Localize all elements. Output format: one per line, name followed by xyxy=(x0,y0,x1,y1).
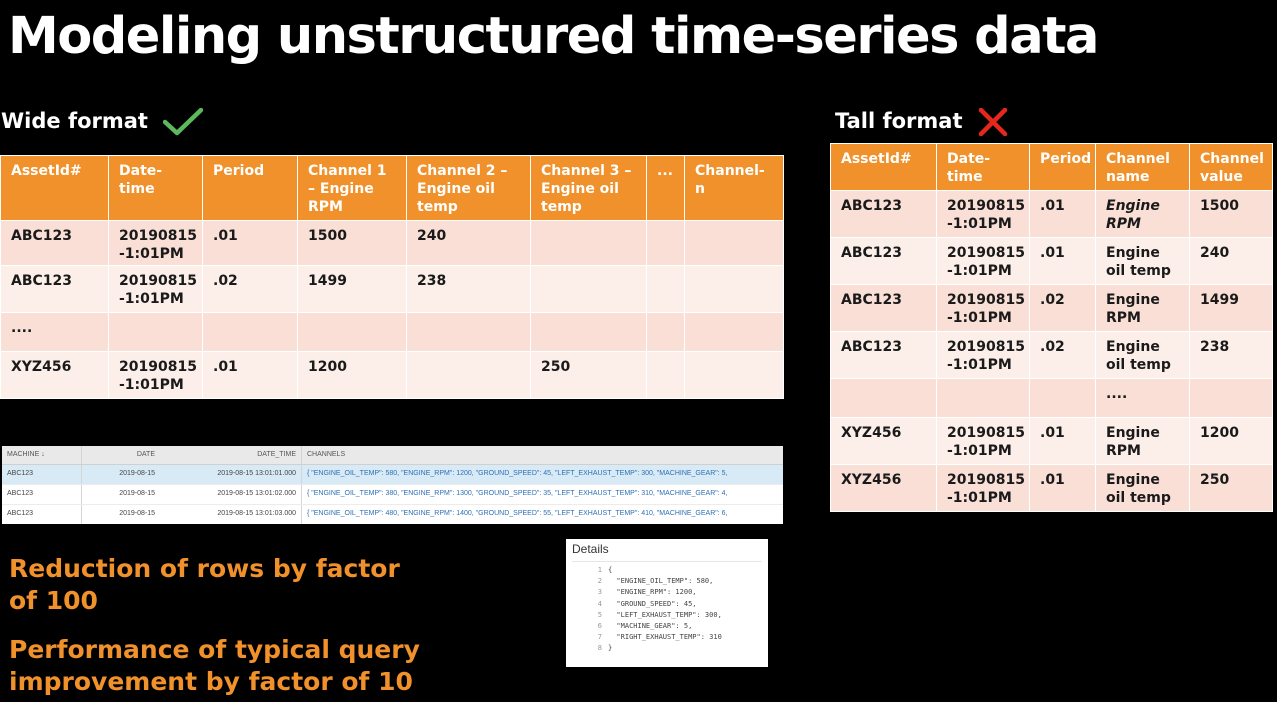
details-title: Details xyxy=(572,542,609,556)
tall-col-channel-name: Channel name xyxy=(1096,144,1190,191)
table-cell xyxy=(937,379,1030,418)
code-line xyxy=(572,610,762,621)
table-row xyxy=(1,221,784,266)
code-text: "ENGINE_RPM": 1200, xyxy=(608,588,697,597)
wide-header-row xyxy=(1,156,784,221)
table-cell: 240 xyxy=(1190,238,1273,285)
table-cell: 238 xyxy=(1190,332,1273,379)
table-cell: Engine oil temp xyxy=(1096,332,1190,379)
table-cell: .01 xyxy=(1030,191,1096,238)
table-row xyxy=(831,238,1273,285)
line-number: 2 xyxy=(597,577,602,586)
table-cell xyxy=(109,313,203,352)
table-cell: 20190815 -1:01PM xyxy=(937,332,1030,379)
table-row xyxy=(831,418,1273,465)
code-line xyxy=(572,643,762,654)
tall-format-label: Tall format xyxy=(835,109,963,133)
tall-header-row xyxy=(831,144,1273,191)
table-cell xyxy=(685,352,784,399)
slide-title: Modeling unstructured time-series data xyxy=(8,7,1098,66)
table-cell xyxy=(531,221,647,266)
grid-cell: 2019-08-15 xyxy=(119,470,155,477)
table-cell xyxy=(685,266,784,313)
grid-cell: 2019-08-15 13:01:03.000 xyxy=(160,505,302,524)
grid-cell: 2019-08-15 13:01:01.000 xyxy=(160,465,302,484)
code-text: "LEFT_EXHAUST_TEMP": 300, xyxy=(608,610,722,619)
table-cell xyxy=(203,313,298,352)
grid-cell: ABC123 xyxy=(2,465,82,484)
grid-cell[interactable]: { "ENGINE_OIL_TEMP": 580, "ENGINE_RPM": 1200, "GROUND_SPEED": 45, "LEFT_EXHAUST_TEMP": 300, "MACHINE_GEAR": 5, xyxy=(307,470,728,477)
grid-cell[interactable]: { "ENGINE_OIL_TEMP": 480, "ENGINE_RPM": 1400, "GROUND_SPEED": 55, "LEFT_EXHAUST_TEMP": 410, "MACHINE_GEAR": 6, xyxy=(307,510,728,517)
wide-col-channel-3: Channel 3 – Engine oil temp xyxy=(531,156,647,221)
table-cell: 20190815 -1:01PM xyxy=(937,418,1030,465)
note-row-reduction: Reduction of rows by factor of 100 xyxy=(9,554,400,615)
tall-col-datetime: Date-time xyxy=(937,144,1030,191)
checkmark-icon xyxy=(163,108,203,136)
line-number: 5 xyxy=(597,610,602,619)
grid-col-channels[interactable]: CHANNELS xyxy=(307,451,346,458)
table-cell xyxy=(1030,379,1096,418)
table-row xyxy=(831,191,1273,238)
grid-col-date-time[interactable]: DATE_TIME xyxy=(160,446,302,464)
table-row xyxy=(1,266,784,313)
table-cell: .02 xyxy=(203,266,298,313)
wide-format-table xyxy=(0,155,784,399)
grid-cell: ABC123 xyxy=(2,505,82,524)
table-cell xyxy=(647,221,685,266)
table-cell xyxy=(685,221,784,266)
grid-cell: 2019-08-15 xyxy=(119,490,155,497)
table-cell: 250 xyxy=(531,352,647,399)
line-number: 4 xyxy=(597,599,602,608)
tall-format-heading xyxy=(835,108,1008,136)
wide-col-datetime: Date-time xyxy=(109,156,203,221)
grid-col-date[interactable]: DATE xyxy=(136,451,155,458)
table-cell: XYZ456 xyxy=(1,352,109,399)
table-cell: 240 xyxy=(407,221,531,266)
table-cell xyxy=(647,352,685,399)
wide-format-heading xyxy=(1,108,203,136)
line-number: 1 xyxy=(597,566,602,574)
table-cell xyxy=(298,313,407,352)
wide-col-period: Period xyxy=(203,156,298,221)
table-cell: ABC123 xyxy=(831,191,937,238)
table-cell xyxy=(531,266,647,313)
line-number: 8 xyxy=(597,644,602,653)
tall-format-table xyxy=(830,143,1273,512)
code-line xyxy=(572,587,762,598)
table-cell: XYZ456 xyxy=(831,465,937,512)
grid-col-machine[interactable]: MACHINE ↓ xyxy=(2,446,82,464)
table-cell xyxy=(647,313,685,352)
table-cell: Engine RPM xyxy=(1096,191,1190,238)
table-cell: 20190815 -1:01PM xyxy=(937,238,1030,285)
code-line xyxy=(572,621,762,632)
table-row xyxy=(831,285,1273,332)
table-row xyxy=(831,465,1273,512)
grid-cell: ABC123 xyxy=(2,485,82,504)
line-number: 7 xyxy=(597,633,602,642)
table-cell: .01 xyxy=(1030,465,1096,512)
wide-col-channel-n: Channel-n xyxy=(685,156,784,221)
table-cell: 250 xyxy=(1190,465,1273,512)
table-cell xyxy=(831,379,937,418)
cross-icon xyxy=(978,108,1008,136)
table-cell: 238 xyxy=(407,266,531,313)
table-cell: .01 xyxy=(203,221,298,266)
table-cell: 20190815 -1:01PM xyxy=(109,221,203,266)
code-text: } xyxy=(608,644,613,653)
table-cell: Engine oil temp xyxy=(1096,238,1190,285)
line-number: 3 xyxy=(597,588,602,597)
table-cell: ABC123 xyxy=(1,221,109,266)
code-text: { xyxy=(608,566,613,574)
table-cell: 20190815 -1:01PM xyxy=(109,266,203,313)
table-cell: 20190815 -1:01PM xyxy=(937,285,1030,332)
table-cell: 1499 xyxy=(298,266,407,313)
grid-header-row xyxy=(2,446,783,465)
wide-col-channel-1: Channel 1 – Engine RPM xyxy=(298,156,407,221)
table-cell xyxy=(647,266,685,313)
table-cell: .... xyxy=(1096,379,1190,418)
table-cell: 20190815 -1:01PM xyxy=(109,352,203,399)
table-cell: 20190815 -1:01PM xyxy=(937,191,1030,238)
wide-col-assetid: AssetId# xyxy=(1,156,109,221)
code-line xyxy=(572,632,762,643)
table-cell: Engine RPM xyxy=(1096,285,1190,332)
table-cell: .02 xyxy=(1030,285,1096,332)
grid-row[interactable] xyxy=(2,465,783,485)
table-cell xyxy=(407,313,531,352)
grid-cell: 2019-08-15 xyxy=(119,510,155,517)
table-cell: ABC123 xyxy=(1,266,109,313)
table-cell xyxy=(685,313,784,352)
line-number: 6 xyxy=(597,622,602,631)
table-cell: XYZ456 xyxy=(831,418,937,465)
grid-cell[interactable]: { "ENGINE_OIL_TEMP": 380, "ENGINE_RPM": 1300, "GROUND_SPEED": 35, "LEFT_EXHAUST_TEMP": 310, "MACHINE_GEAR": 4, xyxy=(307,490,728,497)
table-cell: 20190815 -1:01PM xyxy=(937,465,1030,512)
table-cell: Engine oil temp xyxy=(1096,465,1190,512)
table-row xyxy=(1,352,784,399)
grid-row[interactable] xyxy=(2,505,783,524)
grid-cell: 2019-08-15 13:01:02.000 xyxy=(160,485,302,504)
code-text: "MACHINE_GEAR": 5, xyxy=(608,622,693,631)
tall-col-assetid: AssetId# xyxy=(831,144,937,191)
code-line xyxy=(572,565,762,576)
code-line xyxy=(572,576,762,587)
code-text: "ENGINE_OIL_TEMP": 580, xyxy=(608,577,714,586)
code-text: "GROUND_SPEED": 45, xyxy=(608,599,697,608)
table-row xyxy=(1,313,784,352)
table-row xyxy=(831,379,1273,418)
table-cell: .... xyxy=(1,313,109,352)
note-query-performance: Performance of typical query improvement by factor of 10 xyxy=(9,635,420,696)
code-line xyxy=(572,599,762,610)
table-cell xyxy=(531,313,647,352)
tall-col-channel-value: Channel value xyxy=(1190,144,1273,191)
table-cell: .01 xyxy=(1030,418,1096,465)
details-json-viewer xyxy=(572,561,762,655)
table-cell: 1499 xyxy=(1190,285,1273,332)
table-cell: ABC123 xyxy=(831,332,937,379)
table-cell xyxy=(407,352,531,399)
table-cell: Engine RPM xyxy=(1096,418,1190,465)
table-cell: ABC123 xyxy=(831,238,937,285)
table-cell: 1500 xyxy=(298,221,407,266)
tall-col-period: Period xyxy=(1030,144,1096,191)
query-results-grid xyxy=(2,446,783,524)
details-panel xyxy=(566,539,768,667)
wide-format-label: Wide format xyxy=(1,109,148,133)
table-row xyxy=(831,332,1273,379)
table-cell: 1500 xyxy=(1190,191,1273,238)
wide-col-channel-2: Channel 2 – Engine oil temp xyxy=(407,156,531,221)
table-cell xyxy=(1190,379,1273,418)
table-cell: .02 xyxy=(1030,332,1096,379)
table-cell: .01 xyxy=(203,352,298,399)
grid-row[interactable] xyxy=(2,485,783,505)
table-cell: .01 xyxy=(1030,238,1096,285)
wide-col-ellipsis: ... xyxy=(647,156,685,221)
table-cell: ABC123 xyxy=(831,285,937,332)
table-cell: 1200 xyxy=(1190,418,1273,465)
code-text: "RIGHT_EXHAUST_TEMP": 310 xyxy=(608,633,722,642)
table-cell: 1200 xyxy=(298,352,407,399)
